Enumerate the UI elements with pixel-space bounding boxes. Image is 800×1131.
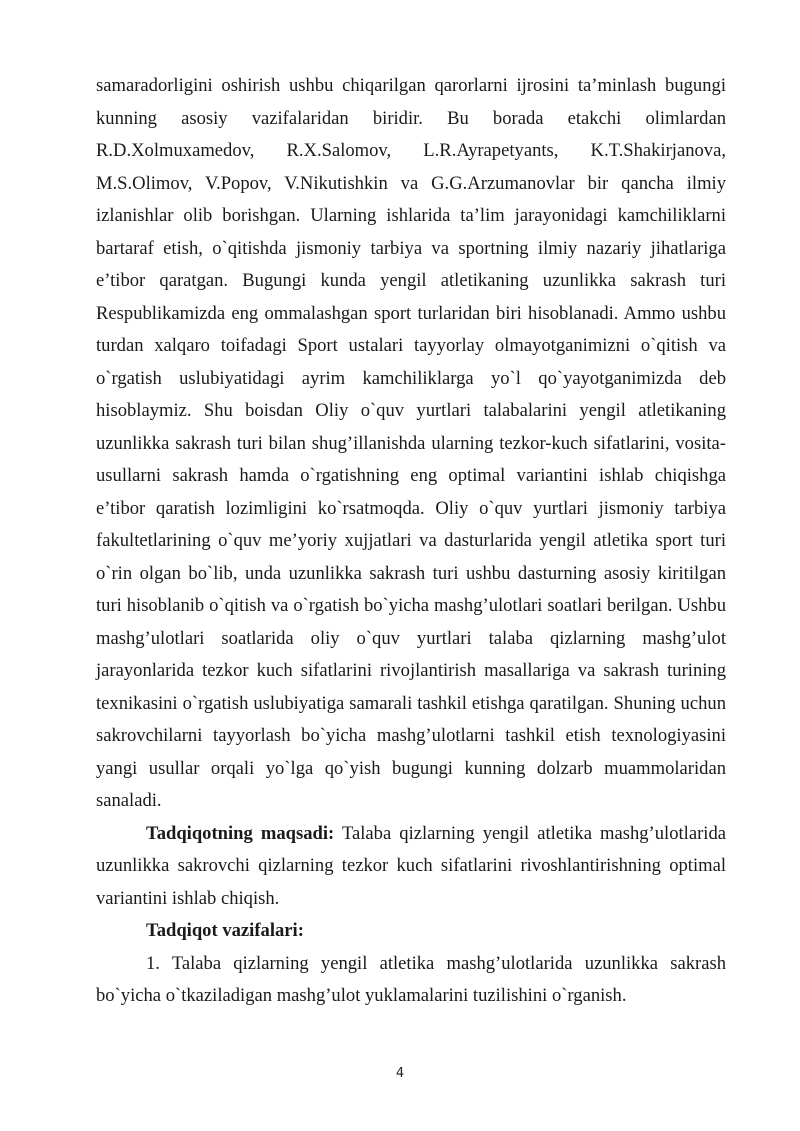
page-number: 4 xyxy=(395,1066,405,1081)
research-tasks-heading: Tadqiqot vazifalari: xyxy=(146,920,304,941)
paragraph-research-goal xyxy=(96,818,726,916)
research-goal-label: Tadqiqotning maqsadi: xyxy=(146,822,335,844)
task-text: Talaba qizlarning yengil atletika mashg’ulotlarida uzunlikka sakrash bo`yicha o`tkaziladigan mashg’ulot yuklamalarini tuzilishini o`rganish. xyxy=(96,952,726,1006)
research-task-item-1 xyxy=(96,948,726,1013)
paragraph-introduction: samaradorligini oshirish ushbu chiqarilgan qarorlarni ijrosini ta’minlash bugungi kunning asosiy vazifalaridan biridir. Bu borada etakchi olimlardan R.D.Xolmuxamedov, R.X.Salomov, L.R.Ayrapetyants, K.T.Shakirjanova, M.S.Olimov, V.Popov, V.Nikutishkin va G.G.Arzumanovlar bir qancha ilmiy izlanishlar olib borishgan. Ularning ishlarida ta’lim jarayonidagi kamchiliklarni bartaraf etish, o`qitishda jismoniy tarbiya va sportning ilmiy nazariy jihatlariga e’tibor qaratgan. Bugungi kunda yengil atletikaning uzunlikka sakrash turi Respublikamizda eng ommalashgan sport turlaridan biri hisoblanadi. Ammo ushbu turdan xalqaro toifadagi Sport ustalari tayyorlay olmayotganimizni o`qitish va o`rgatish uslubiyatidagi ayrim kamchiliklarga yo`l qo`yayotganimizda deb hisoblaymiz. Shu boisdan Oliy o`quv yurtlari talabalarini yengil atletikaning uzunlikka sakrash turi bilan shug’illanishda ularning tezkor-kuch sifatlarini, vosita-usullarni sakrash hamda o`rgatishning eng optimal variantini ishlab chiqishga e’tibor qaratish lozimligini ko`rsatmoqda. Oliy o`quv yurtlari jismoniy tarbiya fakultetlarining o`quv me’yoriy xujjatlari va dasturlarida yengil atletika sport turi o`rin olgan bo`lib, unda uzunlikka sakrash turi ushbu dasturning asosiy kiritilgan turi hisoblanib o`qitish va o`rgatish bo`yicha mashg’ulotlari soatlari berilgan. Ushbu mashg’ulotlari soatlarida oliy o`quv yurtlari talaba qizlarning mashg’ulot jarayonlarida tezkor kuch sifatlarini rivojlantirish masallariga va sakrash turining texnikasini o`rgatish uslubiyatiga samarali tashkil etishga qaratilgan. Shuning uchun sakrovchilarni tayyorlash bo`yicha mashg’ulotlarni tashkil etish texnologiyasini yangi usullar orqali yo`lga qo`yish bugungi kunning dolzarb muammolaridan sanaladi. xyxy=(96,75,726,811)
task-number: 1. xyxy=(146,952,160,974)
document-page xyxy=(96,70,726,1013)
research-goal-text: Talaba qizlarning yengil atletika mashg’ulotlarida uzunlikka sakrovchi qizlarning tezkor kuch sifatlarini rivoshlantirishning optimal variantini ishlab chiqish. xyxy=(96,822,726,909)
